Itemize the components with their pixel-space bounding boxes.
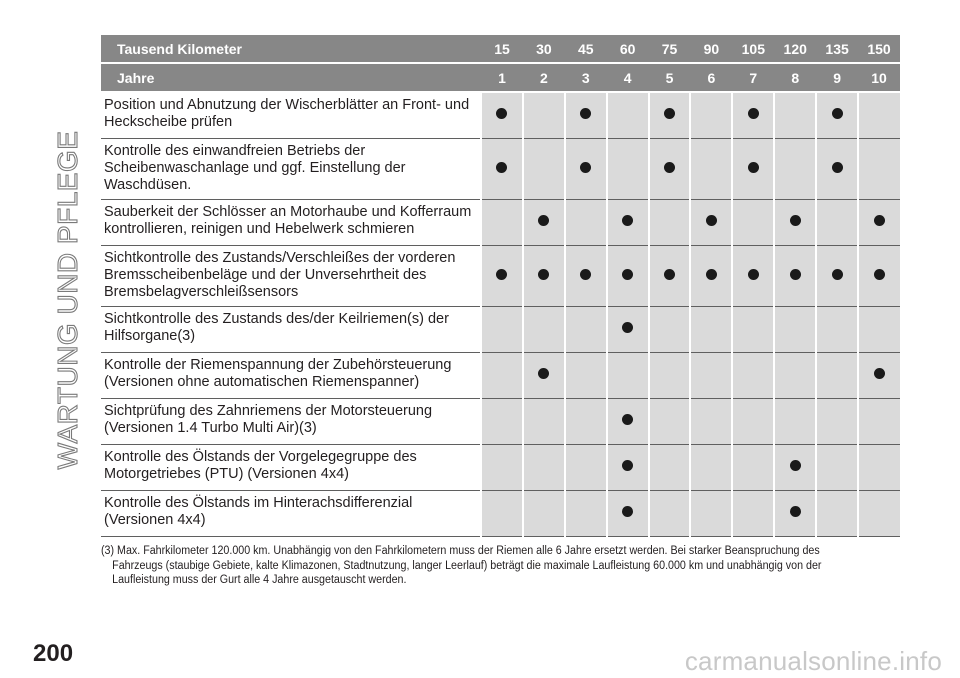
task-description: Kontrolle des Ölstands der Vorgelegegruppe des Motorgetriebes (PTU) (Versionen 4x4)	[101, 444, 481, 490]
interval-cell	[774, 199, 816, 245]
interval-cell	[523, 199, 565, 245]
interval-cell	[774, 306, 816, 352]
table-row	[101, 352, 900, 398]
interval-cell	[523, 444, 565, 490]
interval-cell	[732, 92, 774, 138]
check-dot-icon	[790, 215, 801, 226]
check-dot-icon	[790, 460, 801, 471]
check-dot-icon	[622, 269, 633, 280]
interval-cell	[481, 199, 523, 245]
km-col-7: 105	[732, 35, 774, 63]
section-title-vertical: WARTUNG UND PFLEGE	[52, 130, 83, 470]
interval-cell	[732, 490, 774, 536]
task-description: Position und Abnutzung der Wischerblätter an Front- und Heckscheibe prüfen	[101, 92, 481, 138]
interval-cell	[690, 306, 732, 352]
check-dot-icon	[874, 368, 885, 379]
check-dot-icon	[832, 269, 843, 280]
interval-cell	[565, 245, 607, 306]
interval-cell	[774, 352, 816, 398]
interval-cell	[690, 92, 732, 138]
interval-cell	[858, 245, 900, 306]
footnote-text: (3) Max. Fahrkilometer 120.000 km. Unabhängig von den Fahrkilometern muss der Riemen alle 6 Jahre ersetzt werden. Bei starker Beanspruchung des Fahrzeugs (staubige Gebiete, kalte Klimazonen, Stadtnutzung, langer Leerlauf) beträgt die maximale Laufleistung 60.000 km und unabhängig von der Laufleistung muss der Gurt alle 4 Jahre ausgetauscht werden.	[101, 545, 822, 586]
check-dot-icon	[538, 368, 549, 379]
interval-cell	[607, 398, 649, 444]
interval-cell	[649, 352, 691, 398]
interval-cell	[565, 352, 607, 398]
interval-cell	[732, 444, 774, 490]
header-row-years	[101, 63, 900, 92]
interval-cell	[816, 306, 858, 352]
interval-cell	[816, 352, 858, 398]
check-dot-icon	[832, 162, 843, 173]
interval-cell	[732, 245, 774, 306]
year-col-4: 4	[607, 63, 649, 92]
check-dot-icon	[874, 269, 885, 280]
interval-cell	[607, 245, 649, 306]
interval-cell	[858, 138, 900, 199]
interval-cell	[649, 490, 691, 536]
year-col-1: 1	[481, 63, 523, 92]
interval-cell	[858, 352, 900, 398]
interval-cell	[565, 138, 607, 199]
check-dot-icon	[580, 162, 591, 173]
km-col-6: 90	[690, 35, 732, 63]
check-dot-icon	[496, 108, 507, 119]
check-dot-icon	[622, 322, 633, 333]
interval-cell	[607, 306, 649, 352]
years-label: Jahre	[101, 63, 481, 92]
interval-cell	[649, 245, 691, 306]
interval-cell	[816, 92, 858, 138]
interval-cell	[523, 352, 565, 398]
task-description: Sauberkeit der Schlösser an Motorhaube und Kofferraum kontrollieren, reinigen und Hebelwerk schmieren	[101, 199, 481, 245]
header-row-km	[101, 35, 900, 63]
check-dot-icon	[622, 506, 633, 517]
check-dot-icon	[580, 108, 591, 119]
check-dot-icon	[496, 269, 507, 280]
check-dot-icon	[832, 108, 843, 119]
interval-cell	[816, 245, 858, 306]
check-dot-icon	[622, 215, 633, 226]
interval-cell	[523, 398, 565, 444]
km-col-4: 60	[607, 35, 649, 63]
check-dot-icon	[706, 269, 717, 280]
check-dot-icon	[538, 215, 549, 226]
interval-cell	[607, 444, 649, 490]
interval-cell	[607, 352, 649, 398]
interval-cell	[690, 398, 732, 444]
interval-cell	[690, 490, 732, 536]
interval-cell	[565, 199, 607, 245]
interval-cell	[649, 138, 691, 199]
interval-cell	[649, 306, 691, 352]
km-label: Tausend Kilometer	[101, 35, 481, 63]
task-description: Kontrolle der Riemenspannung der Zubehörsteuerung (Versionen ohne automatischen Riemenspanner)	[101, 352, 481, 398]
year-col-6: 6	[690, 63, 732, 92]
task-description: Sichtkontrolle des Zustands/Verschleißes der vorderen Bremsscheibenbeläge und der Unversehrtheit des Bremsbelagverschleißsensors	[101, 245, 481, 306]
check-dot-icon	[496, 162, 507, 173]
km-col-9: 135	[816, 35, 858, 63]
interval-cell	[816, 490, 858, 536]
table-row	[101, 92, 900, 138]
year-col-5: 5	[649, 63, 691, 92]
interval-cell	[774, 245, 816, 306]
interval-cell	[774, 92, 816, 138]
interval-cell	[481, 398, 523, 444]
interval-cell	[565, 92, 607, 138]
interval-cell	[732, 199, 774, 245]
interval-cell	[858, 444, 900, 490]
table-row	[101, 444, 900, 490]
km-col-2: 30	[523, 35, 565, 63]
interval-cell	[816, 444, 858, 490]
check-dot-icon	[748, 162, 759, 173]
interval-cell	[690, 444, 732, 490]
interval-cell	[774, 490, 816, 536]
year-col-7: 7	[732, 63, 774, 92]
check-dot-icon	[538, 269, 549, 280]
table-row	[101, 199, 900, 245]
table-row	[101, 306, 900, 352]
interval-cell	[565, 398, 607, 444]
check-dot-icon	[790, 506, 801, 517]
interval-cell	[649, 444, 691, 490]
task-description: Sichtprüfung des Zahnriemens der Motorsteuerung (Versionen 1.4 Turbo Multi Air)(3)	[101, 398, 481, 444]
page-number: 200	[33, 640, 74, 667]
task-description: Kontrolle des einwandfreien Betriebs der Scheibenwaschanlage und ggf. Einstellung der Waschdüsen.	[101, 138, 481, 199]
interval-cell	[690, 199, 732, 245]
interval-cell	[523, 490, 565, 536]
interval-cell	[607, 490, 649, 536]
interval-cell	[858, 306, 900, 352]
interval-cell	[649, 199, 691, 245]
table-row	[101, 138, 900, 199]
check-dot-icon	[622, 414, 633, 425]
interval-cell	[607, 199, 649, 245]
check-dot-icon	[664, 269, 675, 280]
check-dot-icon	[748, 269, 759, 280]
interval-cell	[649, 92, 691, 138]
interval-cell	[690, 352, 732, 398]
footnote	[101, 544, 845, 588]
interval-cell	[565, 490, 607, 536]
interval-cell	[565, 444, 607, 490]
interval-cell	[481, 138, 523, 199]
interval-cell	[690, 138, 732, 199]
interval-cell	[774, 138, 816, 199]
year-col-9: 9	[816, 63, 858, 92]
interval-cell	[690, 245, 732, 306]
interval-cell	[858, 490, 900, 536]
interval-cell	[649, 398, 691, 444]
table-row	[101, 490, 900, 536]
interval-cell	[523, 245, 565, 306]
interval-cell	[732, 352, 774, 398]
interval-cell	[816, 199, 858, 245]
check-dot-icon	[622, 460, 633, 471]
interval-cell	[816, 138, 858, 199]
task-description: Kontrolle des Ölstands im Hinterachsdifferenzial (Versionen 4x4)	[101, 490, 481, 536]
interval-cell	[607, 138, 649, 199]
year-col-10: 10	[858, 63, 900, 92]
check-dot-icon	[790, 269, 801, 280]
interval-cell	[481, 444, 523, 490]
interval-cell	[481, 92, 523, 138]
interval-cell	[481, 245, 523, 306]
task-description: Sichtkontrolle des Zustands des/der Keilriemen(s) der Hilfsorgane(3)	[101, 306, 481, 352]
km-col-10: 150	[858, 35, 900, 63]
interval-cell	[774, 444, 816, 490]
table-row	[101, 245, 900, 306]
check-dot-icon	[664, 108, 675, 119]
interval-cell	[523, 306, 565, 352]
interval-cell	[774, 398, 816, 444]
interval-cell	[481, 352, 523, 398]
interval-cell	[565, 306, 607, 352]
interval-cell	[858, 92, 900, 138]
interval-cell	[858, 398, 900, 444]
interval-cell	[481, 490, 523, 536]
year-col-2: 2	[523, 63, 565, 92]
km-col-3: 45	[565, 35, 607, 63]
year-col-3: 3	[565, 63, 607, 92]
interval-cell	[816, 398, 858, 444]
schedule-rows	[101, 92, 900, 536]
check-dot-icon	[874, 215, 885, 226]
interval-cell	[481, 306, 523, 352]
km-col-8: 120	[774, 35, 816, 63]
year-col-8: 8	[774, 63, 816, 92]
interval-cell	[732, 306, 774, 352]
interval-cell	[607, 92, 649, 138]
km-col-5: 75	[649, 35, 691, 63]
check-dot-icon	[580, 269, 591, 280]
interval-cell	[732, 398, 774, 444]
maintenance-schedule-table	[101, 35, 900, 537]
check-dot-icon	[664, 162, 675, 173]
interval-cell	[858, 199, 900, 245]
check-dot-icon	[706, 215, 717, 226]
table-row	[101, 398, 900, 444]
interval-cell	[732, 138, 774, 199]
watermark: carmanualsonline.info	[684, 646, 942, 676]
km-col-1: 15	[481, 35, 523, 63]
check-dot-icon	[748, 108, 759, 119]
interval-cell	[523, 138, 565, 199]
interval-cell	[523, 92, 565, 138]
